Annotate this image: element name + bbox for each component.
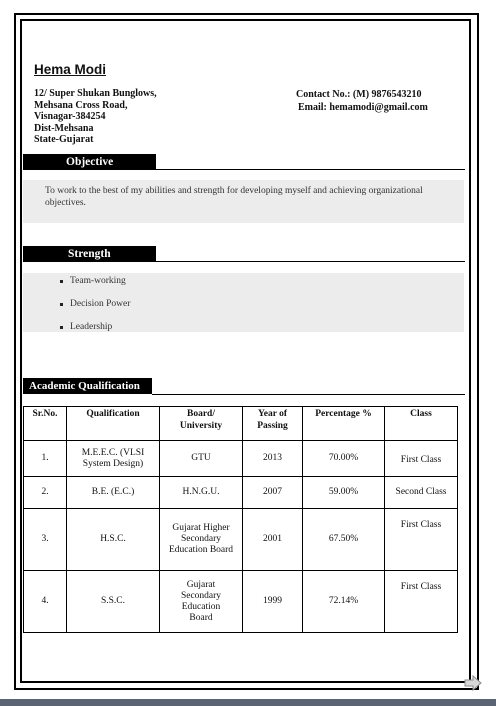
table-row	[24, 509, 458, 571]
cell-srno: 3.	[24, 509, 67, 571]
address-line: 12/ Super Shukan Bunglows,	[34, 88, 157, 99]
contact-block	[296, 88, 428, 114]
cell-percentage: 67.50%	[303, 509, 385, 571]
cell-year: 2001	[243, 509, 303, 571]
cell-class: First Class	[385, 441, 458, 477]
column-header-year: Year of Passing	[243, 407, 303, 441]
cell-qualification: B.E. (E.C.)	[67, 477, 160, 509]
cell-year: 1999	[243, 571, 303, 633]
address-line: Dist-Mehsana	[34, 122, 94, 134]
objective-text: To work to the best of my abilities and strength for developing myself and achieving organizational objectives.	[45, 186, 423, 208]
cell-qualification: M.E.E.C. (VLSI System Design)	[67, 441, 160, 477]
list-item: Team-working	[58, 276, 130, 299]
cell-qualification: S.S.C.	[67, 571, 160, 633]
column-header-percentage: Percentage %	[303, 407, 385, 441]
cell-board: GTU	[160, 441, 243, 477]
cell-qualification: H.S.C.	[67, 509, 160, 571]
address-block	[34, 88, 157, 146]
address-line: Visnagar-384254	[34, 111, 106, 123]
cell-board: H.N.G.U.	[160, 477, 243, 509]
table-header-row	[24, 407, 458, 441]
cell-class: Second Class	[385, 477, 458, 509]
table-row	[24, 441, 458, 477]
column-header-board: Board/ University	[160, 407, 243, 441]
list-item: Decision Power	[58, 299, 130, 322]
cell-board: Gujarat Higher Secondary Education Board	[160, 509, 243, 571]
strength-heading: Strength	[23, 246, 156, 262]
column-header-qualification: Qualification	[67, 407, 160, 441]
objective-rule	[156, 169, 465, 170]
cell-year: 2013	[243, 441, 303, 477]
table-row	[24, 477, 458, 509]
cell-year: 2007	[243, 477, 303, 509]
cell-percentage: 72.14%	[303, 571, 385, 633]
objective-heading: Objective	[23, 154, 156, 170]
strength-list	[58, 276, 130, 345]
cell-class: First Class	[385, 571, 458, 633]
address-line: Mehsana Cross Road,	[34, 99, 128, 111]
viewer-bottom-strip	[0, 699, 496, 706]
cell-srno: 1.	[24, 441, 67, 477]
cell-percentage: 70.00%	[303, 441, 385, 477]
address-line: State-Gujarat	[34, 134, 94, 146]
list-item: Leadership	[58, 322, 130, 345]
cell-srno: 4.	[24, 571, 67, 633]
email-address: Email: hemamodi@gmail.com	[298, 102, 428, 113]
candidate-name: Hema Modi	[34, 62, 107, 77]
strength-rule	[156, 261, 465, 262]
qualification-table	[23, 406, 458, 633]
next-page-arrow-icon[interactable]	[463, 674, 483, 692]
column-header-srno: Sr.No.	[24, 407, 67, 441]
table-row	[24, 571, 458, 633]
cell-percentage: 59.00%	[303, 477, 385, 509]
contact-number: Contact No.: (M) 9876543210	[296, 89, 422, 100]
cell-class: First Class	[385, 509, 458, 571]
academic-rule	[152, 394, 465, 395]
cell-srno: 2.	[24, 477, 67, 509]
cell-board: Gujarat Secondary Education Board	[160, 571, 243, 633]
column-header-class: Class	[385, 407, 458, 441]
academic-heading: Academic Qualification	[23, 378, 152, 394]
